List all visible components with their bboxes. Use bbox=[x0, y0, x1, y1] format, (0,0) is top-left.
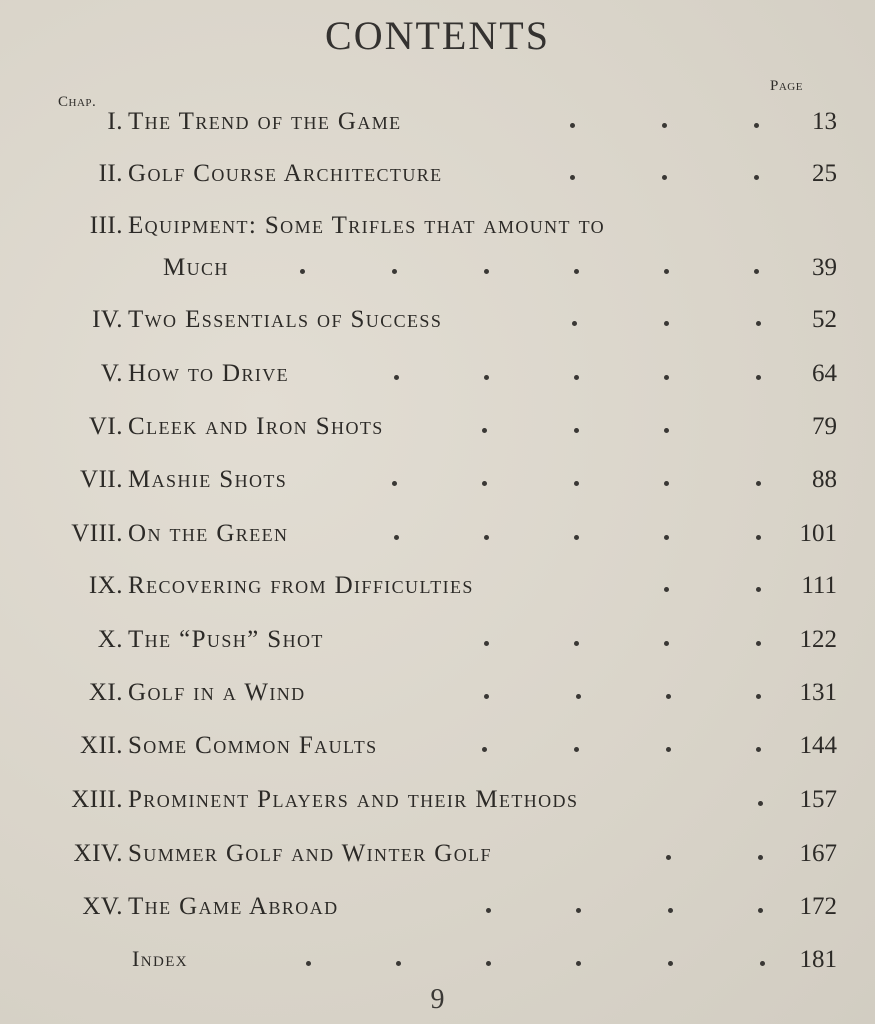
leader-dot bbox=[486, 961, 491, 966]
leader-dot bbox=[666, 694, 671, 699]
leader-dot bbox=[664, 587, 669, 592]
chapter-title: Summer Golf and Winter Golf bbox=[128, 840, 492, 867]
chapter-title: Golf Course Architecture bbox=[128, 160, 443, 187]
leader-dot bbox=[664, 481, 669, 486]
chapter-title: Prominent Players and their Methods bbox=[128, 786, 579, 813]
toc-entry bbox=[0, 786, 875, 826]
index-title: Index bbox=[132, 946, 188, 971]
leader-dot bbox=[484, 375, 489, 380]
leader-dot bbox=[754, 175, 759, 180]
leader-dot bbox=[306, 961, 311, 966]
toc-entry bbox=[0, 160, 875, 200]
chapter-number: XIV. bbox=[73, 840, 123, 867]
leader-dot bbox=[570, 175, 575, 180]
chapter-title: Two Essentials of Success bbox=[128, 306, 443, 333]
leader-dot bbox=[756, 747, 761, 752]
leader-dot bbox=[758, 908, 763, 913]
leader-dot bbox=[392, 269, 397, 274]
chapter-number: XV. bbox=[82, 893, 123, 920]
leader-dot bbox=[664, 428, 669, 433]
leader-dot bbox=[756, 641, 761, 646]
leader-dot bbox=[574, 481, 579, 486]
chapter-number: VII. bbox=[80, 466, 123, 493]
chapter-title: The “Push” Shot bbox=[128, 626, 324, 653]
leader-dot bbox=[756, 694, 761, 699]
leader-dot bbox=[300, 269, 305, 274]
leader-dot bbox=[394, 375, 399, 380]
toc-entry bbox=[0, 893, 875, 933]
leader-dot bbox=[758, 855, 763, 860]
leader-dot bbox=[486, 908, 491, 913]
leader-dot bbox=[664, 535, 669, 540]
page-number: 88 bbox=[812, 466, 837, 493]
leader-dot bbox=[668, 908, 673, 913]
leader-dot bbox=[756, 375, 761, 380]
page-number: 181 bbox=[799, 946, 837, 973]
leader-dot bbox=[576, 961, 581, 966]
leader-dot bbox=[666, 855, 671, 860]
chapter-number: I. bbox=[107, 108, 123, 135]
leader-dot bbox=[484, 535, 489, 540]
toc-entry bbox=[0, 679, 875, 719]
chapter-number: XII. bbox=[80, 732, 123, 759]
page-number: 13 bbox=[812, 108, 837, 135]
leader-dot bbox=[756, 321, 761, 326]
leader-dot bbox=[754, 123, 759, 128]
page-number: 52 bbox=[812, 306, 837, 333]
leader-dot bbox=[482, 428, 487, 433]
leader-dot bbox=[666, 747, 671, 752]
leader-dot bbox=[758, 801, 763, 806]
toc-entry-continuation bbox=[0, 254, 875, 294]
page-number: 39 bbox=[812, 254, 837, 281]
chapter-title: Mashie Shots bbox=[128, 466, 288, 493]
leader-dot bbox=[482, 747, 487, 752]
leader-dot bbox=[484, 641, 489, 646]
leader-dot bbox=[756, 587, 761, 592]
chapter-title: Equipment: Some Trifles that amount to bbox=[128, 212, 606, 239]
chapter-title: Recovering from Difficulties bbox=[128, 572, 474, 599]
leader-dot bbox=[664, 641, 669, 646]
toc-entry bbox=[0, 732, 875, 772]
leader-dot bbox=[574, 375, 579, 380]
chapter-number: IV. bbox=[92, 306, 123, 333]
leader-dot bbox=[760, 961, 765, 966]
leader-dot bbox=[574, 428, 579, 433]
chapter-number: XIII. bbox=[71, 786, 123, 813]
leader-dot bbox=[574, 535, 579, 540]
leader-dot bbox=[574, 641, 579, 646]
leader-dot bbox=[756, 481, 761, 486]
chapter-title-continued: Much bbox=[163, 254, 229, 281]
leader-dot bbox=[668, 961, 673, 966]
chapter-number: VI. bbox=[88, 413, 123, 440]
chapter-title: Some Common Faults bbox=[128, 732, 378, 759]
page-number: 64 bbox=[812, 360, 837, 387]
page-number: 157 bbox=[799, 786, 837, 813]
page-number: 167 bbox=[799, 840, 837, 867]
leader-dot bbox=[484, 694, 489, 699]
leader-dot bbox=[662, 175, 667, 180]
page-number: 122 bbox=[799, 626, 837, 653]
page-column-header: Page bbox=[770, 78, 803, 94]
leader-dot bbox=[570, 123, 575, 128]
leader-dot bbox=[756, 535, 761, 540]
toc-entry bbox=[0, 520, 875, 560]
chapter-number: II. bbox=[98, 160, 123, 187]
leader-dot bbox=[664, 321, 669, 326]
page-number: 131 bbox=[799, 679, 837, 706]
chapter-title: The Trend of the Game bbox=[128, 108, 402, 135]
page-number: 25 bbox=[812, 160, 837, 187]
leader-dot bbox=[576, 908, 581, 913]
page-number: 111 bbox=[801, 572, 837, 599]
leader-dot bbox=[664, 375, 669, 380]
leader-dot bbox=[662, 123, 667, 128]
page-number: 144 bbox=[799, 732, 837, 759]
chapter-title: On the Green bbox=[128, 520, 289, 547]
chapter-title: Cleek and Iron Shots bbox=[128, 413, 384, 440]
toc-entry bbox=[0, 466, 875, 506]
chapter-number: X. bbox=[97, 626, 123, 653]
page-number: 101 bbox=[799, 520, 837, 547]
leader-dot bbox=[576, 694, 581, 699]
toc-entry bbox=[0, 360, 875, 400]
leader-dot bbox=[482, 481, 487, 486]
toc-entry bbox=[0, 212, 875, 252]
folio-page-number: 9 bbox=[430, 984, 445, 1015]
chapter-number: VIII. bbox=[71, 520, 123, 547]
page-number: 79 bbox=[812, 413, 837, 440]
toc-entry bbox=[0, 108, 875, 148]
chapter-number: XI. bbox=[88, 679, 123, 706]
chapter-number: V. bbox=[100, 360, 123, 387]
page-title: CONTENTS bbox=[325, 13, 550, 58]
chapter-number: IX. bbox=[88, 572, 123, 599]
leader-dot bbox=[574, 269, 579, 274]
toc-entry bbox=[0, 413, 875, 453]
leader-dot bbox=[392, 481, 397, 486]
toc-entry bbox=[0, 840, 875, 880]
toc-entry-index bbox=[0, 946, 875, 986]
leader-dot bbox=[664, 269, 669, 274]
chapter-title: The Game Abroad bbox=[128, 893, 339, 920]
toc-entry bbox=[0, 306, 875, 346]
page-number: 172 bbox=[799, 893, 837, 920]
leader-dot bbox=[574, 747, 579, 752]
toc-entry bbox=[0, 572, 875, 612]
chapter-title: How to Drive bbox=[128, 360, 290, 387]
leader-dot bbox=[396, 961, 401, 966]
chapter-title: Golf in a Wind bbox=[128, 679, 306, 706]
chapter-number: III. bbox=[89, 212, 123, 239]
leader-dot bbox=[484, 269, 489, 274]
leader-dot bbox=[754, 269, 759, 274]
leader-dot bbox=[394, 535, 399, 540]
chapter-column-header: Chap. bbox=[58, 94, 97, 110]
leader-dot bbox=[572, 321, 577, 326]
toc-entry bbox=[0, 626, 875, 666]
